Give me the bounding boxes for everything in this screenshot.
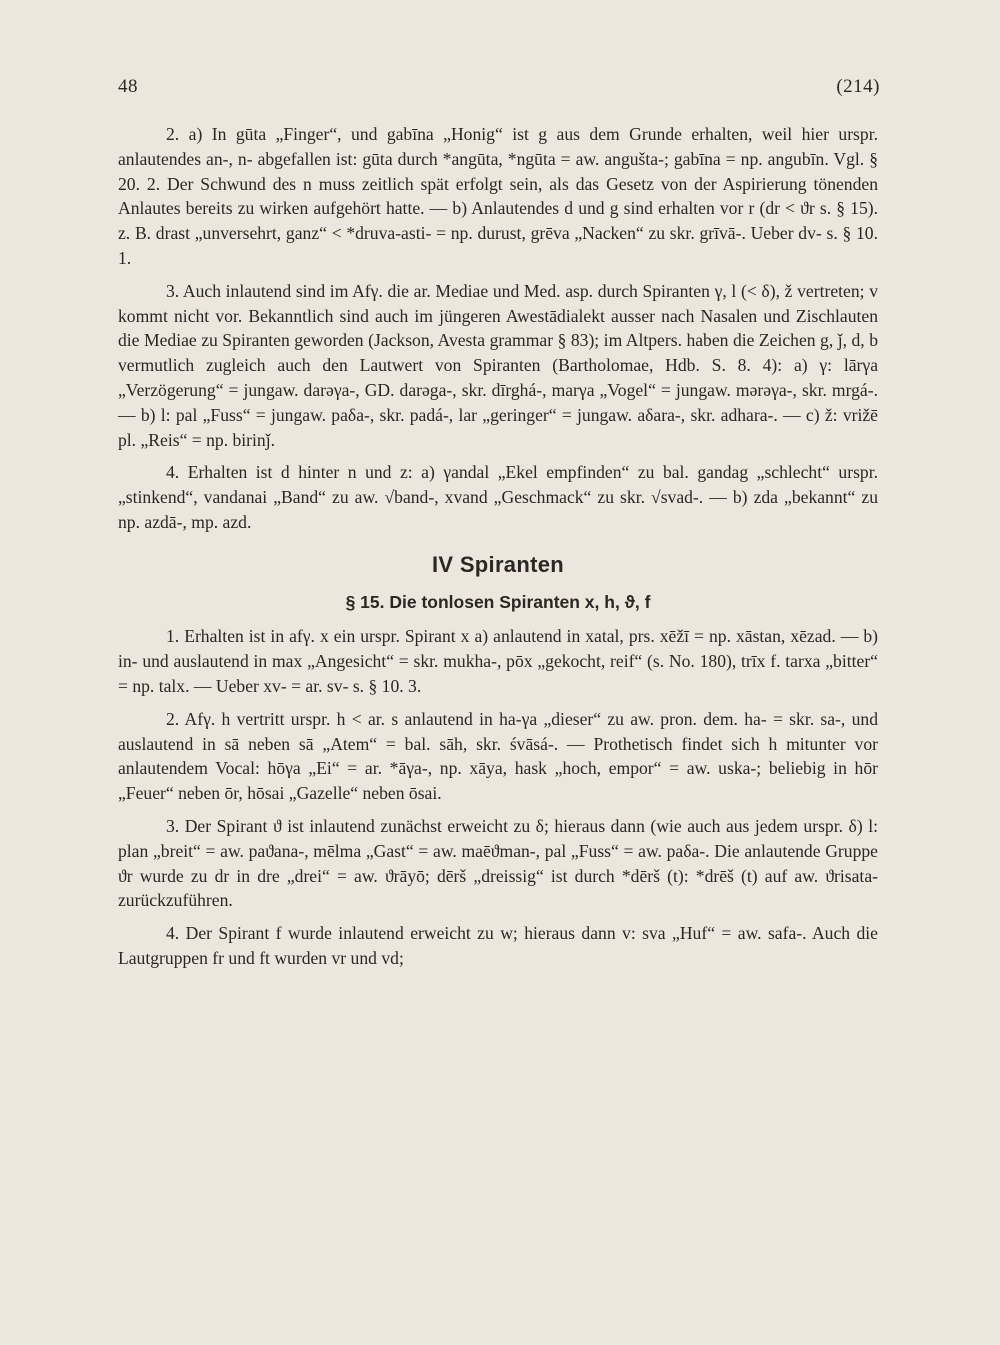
page-header (118, 76, 880, 98)
chapter-heading: IV Spiranten (432, 551, 564, 577)
section-number: (214) (836, 76, 880, 97)
paragraph: 4. Erhalten ist d hinter n und z: a) γandal „Ekel empfinden“ zu bal. gandag „schlecht“ urspr. „stinkend“, vandanai „Band“ zu aw. √band-, xvand „Geschmack“ zu skr. √svad-. — b) zda „bekannt“ zu np. azdā-, mp. azd. (118, 462, 878, 532)
body-text (118, 122, 878, 971)
page-number: 48 (118, 76, 138, 97)
section-heading: § 15. Die tonlosen Spiranten x, h, ϑ, f (345, 591, 651, 612)
paragraph: 2. a) In gūta „Finger“, und gabīna „Honig“ ist g aus dem Grunde erhalten, weil hier urspr. anlautendes an-, n- abgefallen ist: gūta durch *angūta, *ngūta = aw. angušta-; gabīna = np. angubīn. Vgl. § 20. 2. Der Schwund des n muss zeitlich spät erfolgt sein, als das Gesetz von der Aspirierung tönenden Anlautes bereits zu wirken aufgehört hatte. — b) Anlautendes d und g sind erhalten vor r (dr < ϑr s. § 15). z. B. drast „unversehrt, ganz“ < *druva-asti- = np. durust, grēva „Nacken“ zu skr. grīvā-. Ueber dv- s. § 10. 1. (118, 124, 878, 268)
paragraph: 2. Afγ. h vertritt urspr. h < ar. s anlautend in ha-γa „dieser“ zu aw. pron. dem. ha- = skr. sa-, und auslautend in sā neben sā „Atem“ = bal. sāh, skr. śvāsá-. — Prothetisch findet sich h mitunter vor anlautendem Vocal: hōγa „Ei“ = ar. *āγa-, np. xāya, hask „hoch, empor“ = aw. uska-; beliebig in hōr „Feuer“ neben ōr, hōsai „Gazelle“ neben ōsai. (118, 708, 878, 804)
paragraph: 3. Auch inlautend sind im Afγ. die ar. Mediae und Med. asp. durch Spiranten γ, l (< δ), ž vertreten; v kommt nicht vor. Bekanntlich sind auch im jüngeren Awestādialekt ausser nach Nasalen und Zischlauten die Mediae zu Spiranten geworden (Jackson, Avesta grammar § 83); im Altpers. haben die Zeichen g, ǰ, d, b vermutlich zugleich auch den Lautwert von Spiranten (Bartholomae, Hdb. S. 8. 4): a) γ: lārγa „Verzögerung“ = jungaw. darəγa-, GD. darəga-, skr. dīrghá-, marγa „Vogel“ = jungaw. mərəγa-, skr. mrgá-. — b) l: pal „Fuss“ = jungaw. paδa-, skr. padá-, lar „geringer“ = jungaw. aδara-, skr. adhara-. — c) ž: vrižē pl. „Reis“ = np. birinǰ. (118, 280, 878, 450)
paragraph: 4. Der Spirant f wurde inlautend erweicht zu w; hieraus dann v: sva „Huf“ = aw. safa-. Auch die Lautgruppen fr und ft wurden vr und vd; (118, 923, 878, 968)
paragraph: 1. Erhalten ist in afγ. x ein urspr. Spirant x a) anlautend in xatal, prs. xēžī = np. xāstan, xēzad. — b) in- und auslautend in max „Angesicht“ = skr. mukha-, pōx „gekocht, reif“ (s. No. 180), trīx f. tarxa „bitter“ = np. talx. — Ueber xv- = ar. sv- s. § 10. 3. (118, 626, 878, 696)
paragraph: 3. Der Spirant ϑ ist inlautend zunächst erweicht zu δ; hieraus dann (wie auch aus jedem urspr. δ) l: plan „breit“ = aw. paϑana-, mēlma „Gast“ = aw. maēϑman-, pal „Fuss“ = aw. paδa-. Die anlautende Gruppe ϑr wurde zu dr in dre „drei“ = aw. ϑrāyō; dērš „dreissig“ ist durch *dērš (t): *drēš (t) auf aw. ϑrisata- zurückzuführen. (118, 815, 878, 911)
